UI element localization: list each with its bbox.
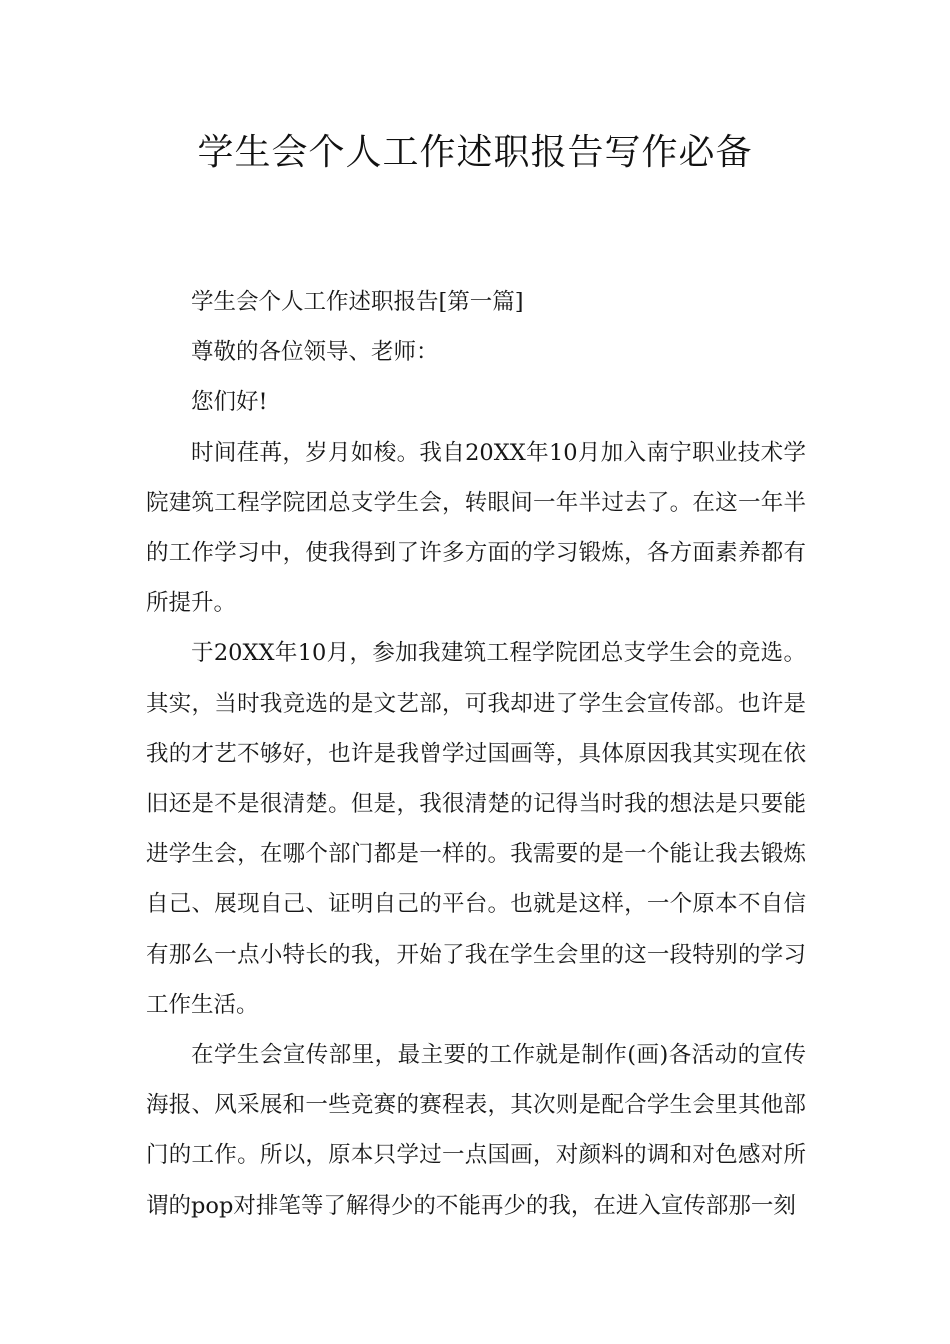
paragraph-intro: 时间荏苒，岁月如梭。我自20XX年10月加入南宁职业技术学院建筑工程学院团总支学生会，转眼间一年半过去了。在这一年半的工作学习中，使我得到了许多方面的学习锻炼，各方面素养都有所提升。 <box>146 439 806 617</box>
paragraph-section-heading: 学生会个人工作述职报告[第一篇] <box>191 289 524 315</box>
paragraph-election: 于20XX年10月，参加我建筑工程学院团总支学生会的竞选。其实，当时我竞选的是文艺部，可我却进了学生会宣传部。也许是我的才艺不够好，也许是我曾学过国画等，具体原因我其实现在依旧还是不是很清楚。但是，我很清楚的记得当时我的想法是只要能进学生会，在哪个部门都是一样的。我需要的是一个能让我去锻炼自己、展现自己、证明自己的平台。也就是这样，一个原本不自信有那么一点小特长的我，开始了我在学生会里的这一段特别的学习工作生活。 <box>146 640 806 1018</box>
document-title: 学生会个人工作述职报告写作必备 <box>197 132 753 173</box>
paragraph-salutation: 尊敬的各位领导、老师： <box>191 339 439 366</box>
paragraph-greeting: 您们好! <box>191 389 268 416</box>
document-body <box>146 277 806 1231</box>
paragraph-publicity-work: 在学生会宣传部里，最主要的工作就是制作(画)各活动的宣传海报、风采展和一些竞赛的赛程表，其次则是配合学生会里其他部门的工作。所以，原本只学过一点国画，对颜料的调和对色感对所谓的pop对排笔等了解得少的不能再少的我，在进入宣传部那一刻 <box>146 1042 806 1219</box>
